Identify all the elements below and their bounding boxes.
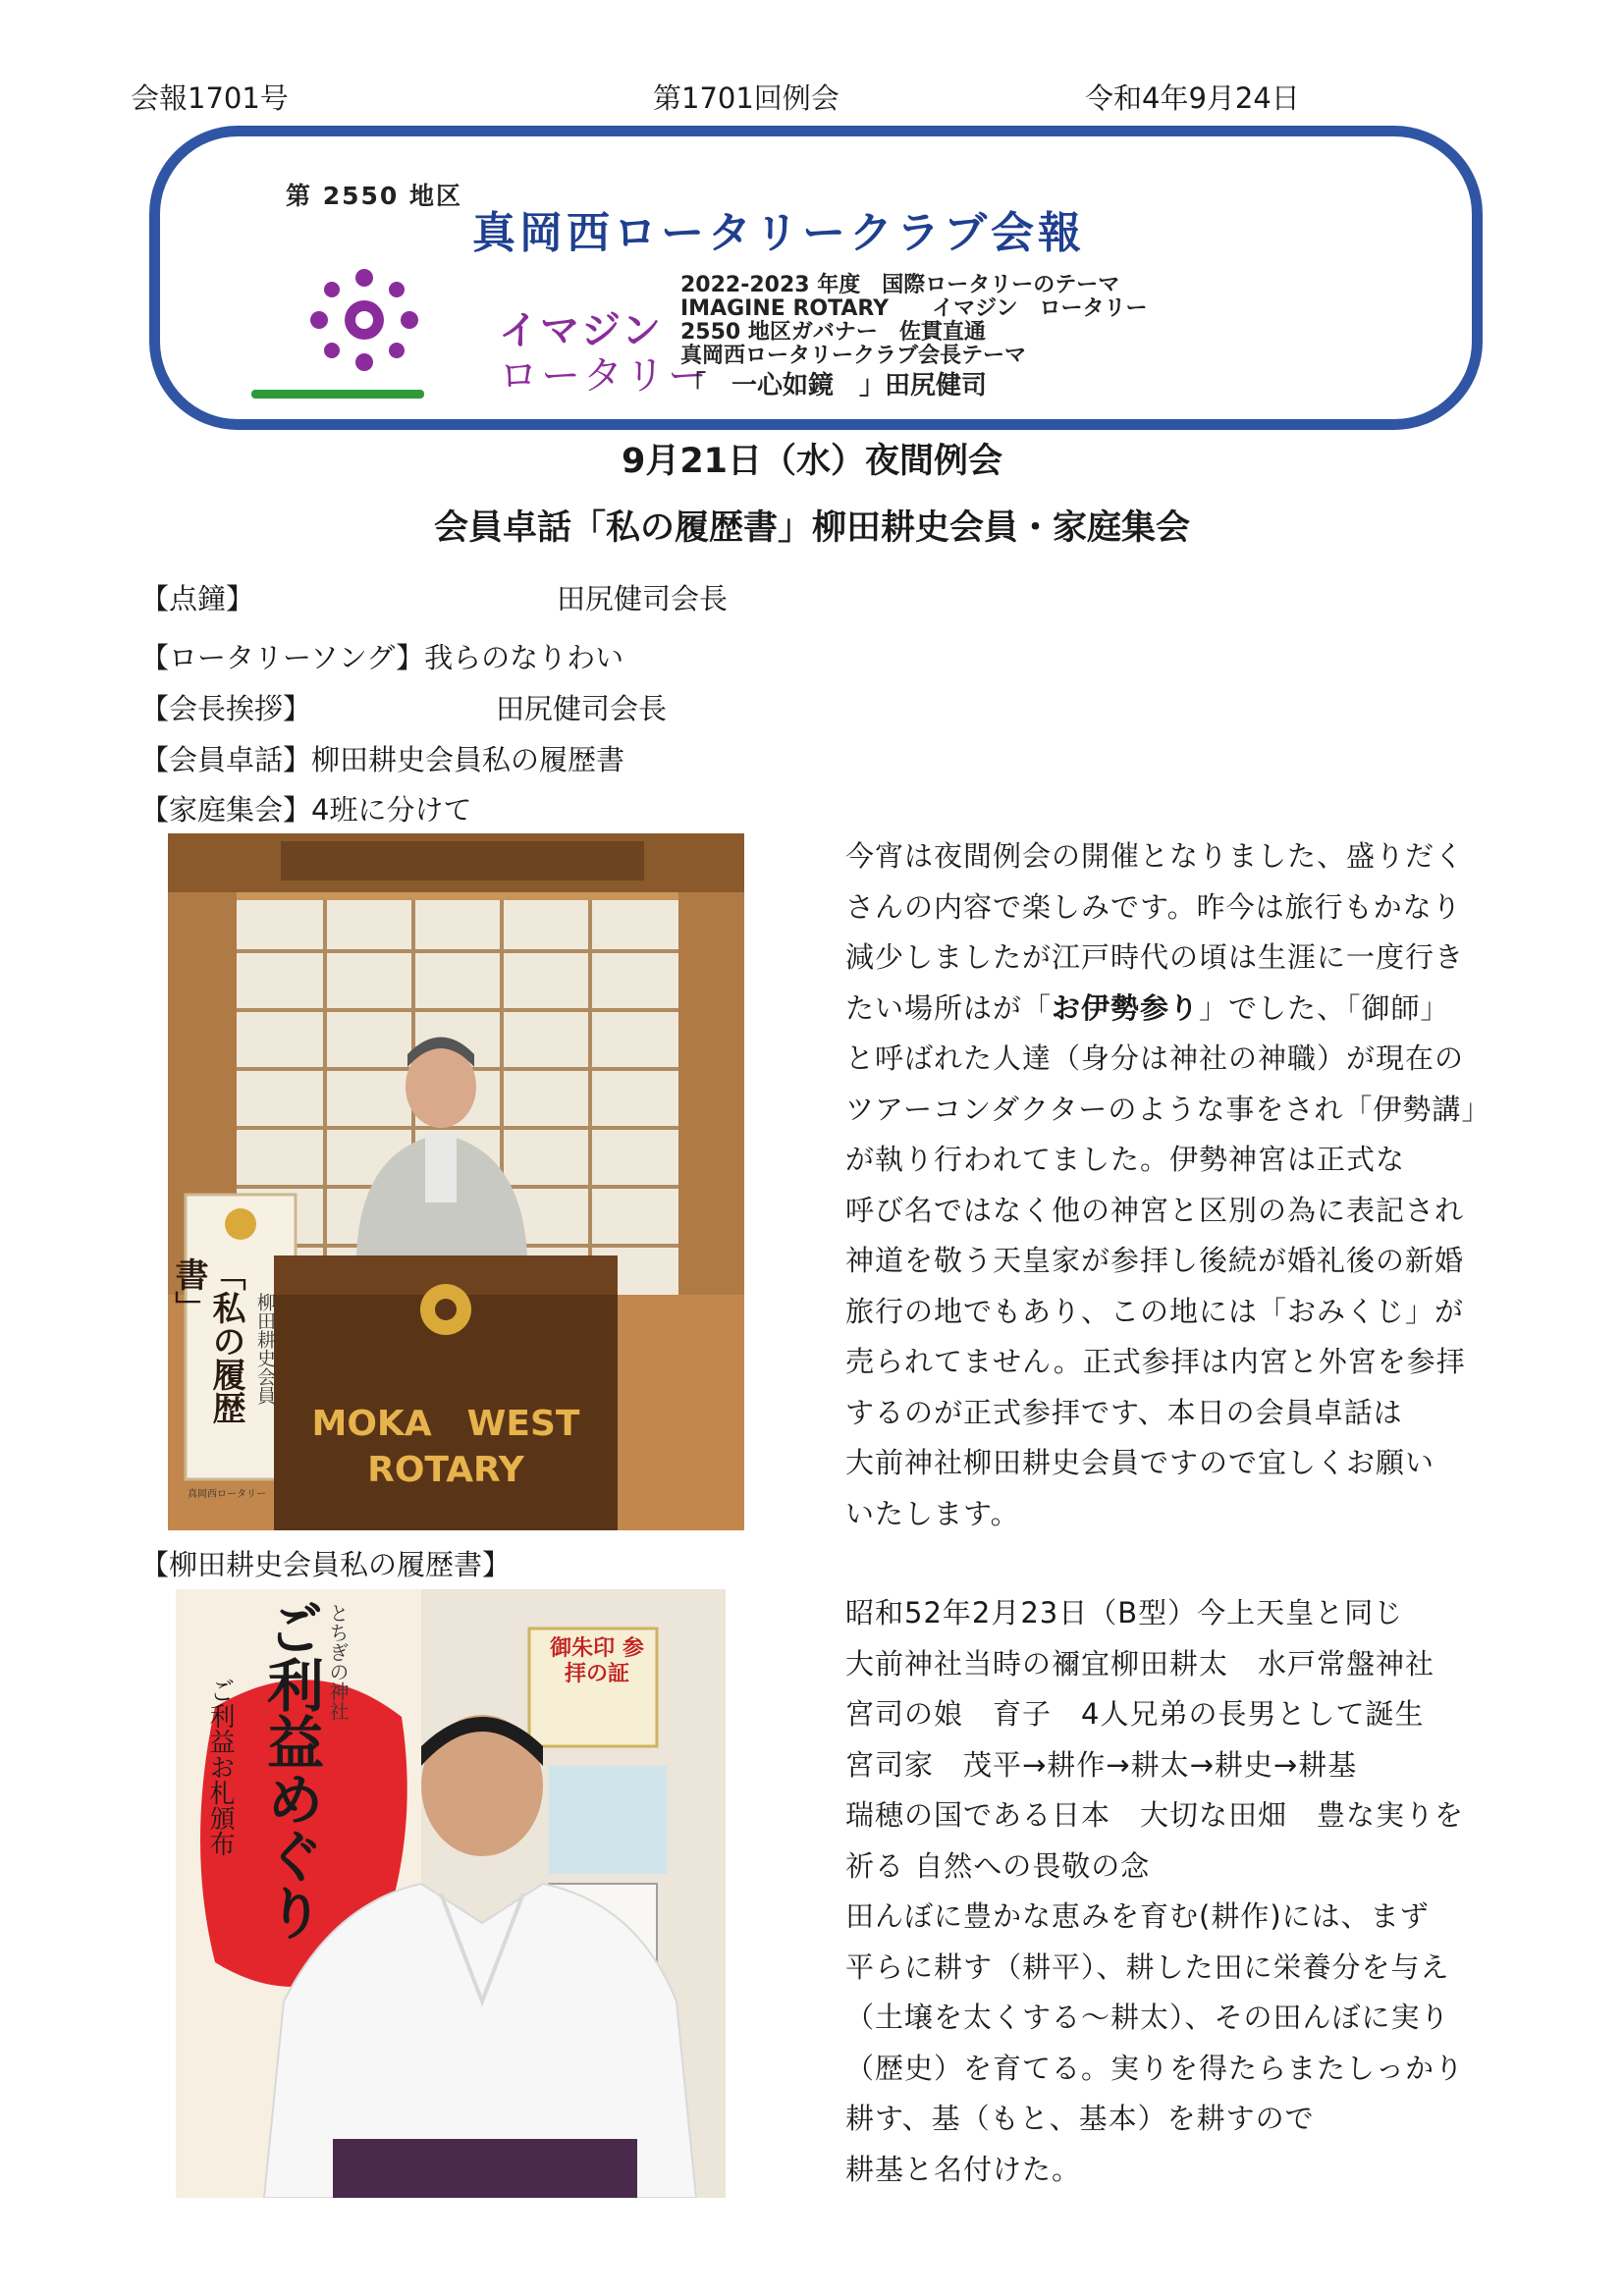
text-line: 平らに耕す（耕平）、耕した田に栄養分を与え xyxy=(845,1949,1450,1984)
program-value: 田尻健司会長 xyxy=(557,582,729,615)
meeting-number: 第1701回例会 xyxy=(653,81,839,115)
text-line: 田んぼに豊かな恵みを育む(耕作)には、まず xyxy=(845,1899,1430,1933)
program-item xyxy=(140,636,623,676)
program-item xyxy=(140,788,471,828)
poster-sub-text: ご利益お札頒布 xyxy=(205,1678,235,1856)
emphasis-text: お伊勢参り xyxy=(1052,990,1200,1025)
program-item xyxy=(140,738,624,778)
text-line: さんの内容で楽しみです。昨今は旅行もかなり xyxy=(845,889,1462,924)
newsletter-title: 真岡西ロータリークラブ会報 xyxy=(472,208,1085,258)
text-line: 大前神社当時の禰宜柳田耕太 水戸常盤神社 xyxy=(845,1646,1435,1681)
intro-paragraph xyxy=(845,831,1490,1539)
theme-info xyxy=(680,274,1148,403)
banner-stand-name: 柳田耕史会員 xyxy=(254,1293,276,1405)
program-label: 【会長挨拶】 xyxy=(140,692,312,725)
text-line: 祈る 自然への畏敬の念 xyxy=(845,1848,1151,1883)
text-line: 神道を敬う天皇家が参拝し後続が婚礼後の新婚 xyxy=(845,1244,1465,1277)
program-label: 【会員卓話】 xyxy=(140,743,312,776)
text-line: 宮司家 茂平→耕作→耕太→耕史→耕基 xyxy=(845,1747,1358,1782)
text-line: 耕す、基（もと、基本）を耕すので xyxy=(845,2102,1315,2135)
meeting-subtitle: 会員卓話「私の履歴書」柳田耕史会員・家庭集会 xyxy=(433,508,1190,548)
program-item xyxy=(140,687,668,727)
text-line: 減少しましたが江戸時代の頃は生涯に一度行き xyxy=(845,940,1465,974)
sign-text: 御朱印 参拝の証 xyxy=(550,1636,644,1686)
program-label: 【ロータリーソング】 xyxy=(140,641,425,674)
text-line: いたします。 xyxy=(845,1496,1020,1530)
text-line: するのが正式参拝です、本日の会員卓話は xyxy=(845,1395,1403,1429)
poster-big-text: ご利益めぐり xyxy=(257,1599,324,1941)
issue-number: 会報1701号 xyxy=(131,81,289,115)
theme-line: 2550 地区ガバナー 佐貫直通 xyxy=(680,320,986,345)
banner-stand-title: 「私の履歴書」 xyxy=(169,1257,245,1424)
program-value: 4班に分けて xyxy=(311,793,472,827)
logo-text-imagine: イマジン xyxy=(499,308,663,353)
green-underline xyxy=(251,390,424,399)
text-line: 瑞穂の国である日本 大切な田畑 豊な実りを xyxy=(845,1798,1465,1832)
text-line: が執り行われてました。伊勢神宮は正式な xyxy=(845,1143,1406,1176)
text-line: （土壌を太くする～耕太）、その田んぼに実り xyxy=(845,2001,1450,2034)
program-value: 我らのなりわい xyxy=(424,641,624,674)
text-line: 耕基と名付けた。 xyxy=(845,2152,1082,2186)
theme-line: 真岡西ロータリークラブ会長テーマ xyxy=(680,344,1027,368)
speaker-photo xyxy=(168,833,744,1530)
district-label: 第 2550 地区 xyxy=(286,182,462,210)
logo-text-rotary: ロータリー xyxy=(499,353,710,399)
program-label: 【家庭集会】 xyxy=(140,793,312,827)
text-line: ツアーコンダクターのような事をされ「伊勢講」 xyxy=(845,1092,1491,1126)
program-value: 柳田耕史会員私の履歴書 xyxy=(311,743,625,776)
text-line: 売られてません。正式参拝は内宮と外宮を参拝 xyxy=(845,1345,1466,1378)
text-line: 宮司の娘 育子 4人兄弟の長男として誕生 xyxy=(845,1697,1425,1731)
theme-line: IMAGINE ROTARY イマジン ロータリー xyxy=(680,296,1148,321)
newsletter-banner xyxy=(149,126,1483,430)
photo-caption: 【柳田耕史会員私の履歴書】 xyxy=(140,1548,512,1581)
program-value: 田尻健司会長 xyxy=(496,692,668,725)
text-line: 大前神社柳田耕史会員ですので宜しくお願い xyxy=(845,1446,1435,1479)
text-line: （歴史）を育てる。実りを得たらまたしっかり xyxy=(845,2051,1465,2085)
program-item xyxy=(140,577,729,617)
program-label: 【点鐘】 xyxy=(140,582,255,615)
imagine-logo-icon xyxy=(305,266,423,374)
text-line: 旅行の地でもあり、この地には「おみくじ」が xyxy=(845,1294,1465,1328)
meeting-title: 9月21日（水）夜間例会 xyxy=(621,442,1003,481)
profile-paragraph xyxy=(845,1588,1464,2195)
text-line: 今宵は夜間例会の開催となりました、盛りだく xyxy=(845,839,1465,873)
podium-text-line2: ROTARY xyxy=(367,1450,524,1490)
issue-date: 令和4年9月24日 xyxy=(1085,81,1300,115)
text-line: たい場所はが「お伊勢参り」でした、「御師」 xyxy=(845,990,1450,1025)
theme-line: 2022-2023 年度 国際ロータリーのテーマ xyxy=(680,273,1120,297)
text-line: 呼び名ではなく他の神宮と区別の為に表記され xyxy=(845,1193,1465,1227)
member-portrait-photo xyxy=(176,1589,726,2198)
poster-small-text: とちぎの神社 xyxy=(326,1603,350,1721)
text-line: 昭和52年2月23日（B型）今上天皇と同じ xyxy=(845,1596,1404,1629)
text-line: と呼ばれた人達（身分は神社の神職）が現在の xyxy=(845,1041,1465,1075)
podium-text-line1: MOKA WEST xyxy=(311,1404,580,1444)
president-theme: 「 一心如鏡 」田尻健司 xyxy=(680,371,988,400)
banner-stand-club: 真岡西ロータリー xyxy=(188,1489,266,1500)
